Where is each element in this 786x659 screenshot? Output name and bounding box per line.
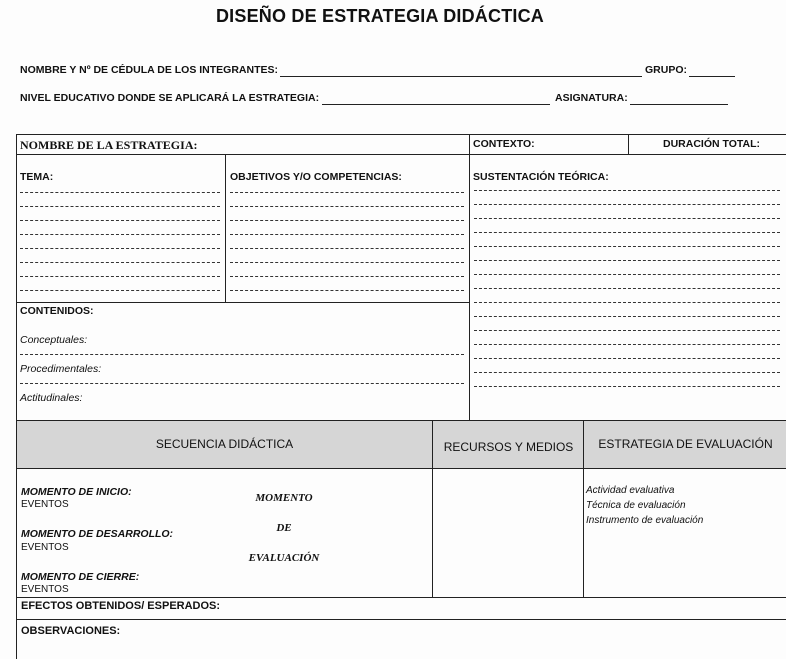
observaciones-label: OBSERVACIONES: — [21, 625, 121, 637]
momento-cierre-label: MOMENTO DE CIERRE: — [21, 571, 140, 583]
duracion-label: DURACIÓN TOTAL: — [663, 138, 761, 150]
efectos-label: EFECTOS OBTENIDOS/ ESPERADOS: — [21, 600, 221, 612]
col-divider-evaluacion — [583, 420, 584, 598]
objetivos-label: OBJETIVOS Y/O COMPETENCIAS: — [230, 171, 402, 183]
conceptuales-label: Conceptuales: — [20, 334, 88, 346]
actividad-evaluativa: Actividad evaluativa — [586, 485, 675, 496]
secuencia-header: SECUENCIA DIDÁCTICA — [155, 437, 294, 451]
momento-eval-line2: DE — [276, 522, 292, 534]
momento-eval-line1: MOMENTO — [255, 492, 313, 504]
contenidos-label: CONTENIDOS: — [20, 305, 94, 317]
evaluacion-header: ESTRATEGIA DE EVALUACIÓN — [598, 437, 773, 451]
eventos-cierre: EVENTOS — [21, 584, 69, 595]
recursos-header: RECURSOS Y MEDIOS — [443, 440, 574, 454]
momento-desarrollo-label: MOMENTO DE DESARROLLO: — [21, 528, 174, 540]
tecnica-evaluacion: Técnica de evaluación — [586, 500, 686, 511]
nombre-estrategia-label: NOMBRE DE LA ESTRATEGIA: — [20, 138, 198, 152]
asignatura-label: ASIGNATURA: — [555, 92, 628, 104]
conceptuales-line[interactable] — [20, 354, 464, 355]
efectos-divider — [16, 597, 786, 598]
col-divider-tema — [225, 154, 226, 302]
asignatura-field[interactable] — [630, 104, 728, 105]
contenidos-divider — [16, 302, 470, 303]
col-divider-recursos — [432, 420, 433, 598]
col-divider-duracion — [628, 134, 629, 154]
sustentacion-label: SUSTENTACIÓN TEÓRICA: — [473, 171, 609, 183]
momento-inicio-label: MOMENTO DE INICIO: — [21, 486, 132, 498]
instrumento-evaluacion: Instrumento de evaluación — [586, 515, 704, 526]
row1-divider — [16, 154, 786, 155]
momento-eval-line3: EVALUACIÓN — [248, 552, 320, 564]
procedimentales-label: Procedimentales: — [20, 363, 102, 375]
eventos-desarrollo: EVENTOS — [21, 542, 69, 553]
sequence-top-divider — [16, 420, 786, 421]
eventos-inicio: EVENTOS — [21, 499, 69, 510]
integrantes-field[interactable] — [280, 76, 642, 77]
grupo-label: GRUPO: — [645, 64, 687, 76]
tema-label: TEMA: — [20, 171, 54, 183]
procedimentales-line[interactable] — [20, 383, 464, 384]
nivel-field[interactable] — [322, 104, 550, 105]
sequence-header-divider — [16, 468, 786, 469]
contexto-label: CONTEXTO: — [473, 138, 535, 150]
nivel-label: NIVEL EDUCATIVO DONDE SE APLICARÁ LA ESTRATEGIA: — [20, 92, 320, 104]
col-divider-main — [469, 134, 470, 420]
observaciones-divider — [16, 619, 786, 620]
grupo-field[interactable] — [689, 76, 735, 77]
integrantes-label: NOMBRE Y Nº DE CÉDULA DE LOS INTEGRANTES: — [20, 64, 278, 76]
actitudinales-label: Actitudinales: — [20, 392, 83, 404]
page-title: DISEÑO DE ESTRATEGIA DIDÁCTICA — [215, 6, 544, 26]
